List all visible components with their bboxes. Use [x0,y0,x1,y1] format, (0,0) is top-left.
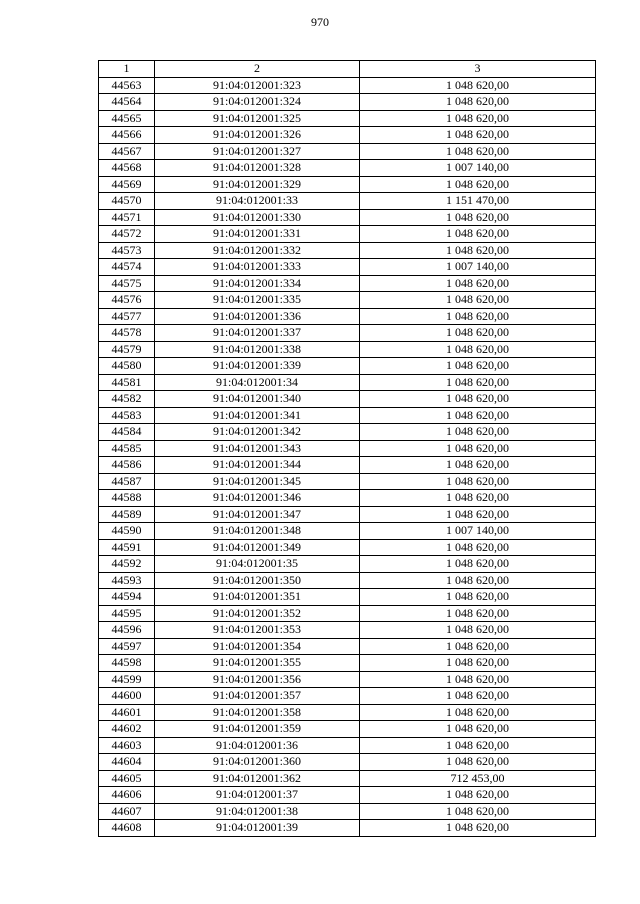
row-number-cell: 44607 [99,803,155,820]
row-number-cell: 44570 [99,193,155,210]
row-number-cell: 44574 [99,259,155,276]
row-number-cell: 44595 [99,605,155,622]
row-number-cell: 44599 [99,671,155,688]
value-cell: 1 048 620,00 [360,473,596,490]
table-row [99,721,596,738]
value-cell: 1 048 620,00 [360,737,596,754]
table-row [99,820,596,837]
column-header-cadastral-number: 2 [155,61,360,78]
table-row [99,341,596,358]
value-cell: 1 048 620,00 [360,424,596,441]
cadastral-number-cell: 91:04:012001:343 [155,440,360,457]
value-cell: 1 048 620,00 [360,110,596,127]
cadastral-number-cell: 91:04:012001:38 [155,803,360,820]
cadastral-number-cell: 91:04:012001:347 [155,506,360,523]
table-row [99,176,596,193]
cadastral-number-cell: 91:04:012001:340 [155,391,360,408]
value-cell: 1 048 620,00 [360,704,596,721]
table-row [99,572,596,589]
registry-table [98,60,596,837]
row-number-cell: 44568 [99,160,155,177]
table-row [99,160,596,177]
row-number-cell: 44563 [99,77,155,94]
row-number-cell: 44579 [99,341,155,358]
cadastral-number-cell: 91:04:012001:356 [155,671,360,688]
cadastral-number-cell: 91:04:012001:323 [155,77,360,94]
value-cell: 1 151 470,00 [360,193,596,210]
table-row [99,523,596,540]
cadastral-number-cell: 91:04:012001:37 [155,787,360,804]
cadastral-number-cell: 91:04:012001:352 [155,605,360,622]
row-number-cell: 44583 [99,407,155,424]
value-cell: 1 048 620,00 [360,605,596,622]
row-number-cell: 44587 [99,473,155,490]
cadastral-number-cell: 91:04:012001:39 [155,820,360,837]
cadastral-number-cell: 91:04:012001:325 [155,110,360,127]
cadastral-number-cell: 91:04:012001:357 [155,688,360,705]
value-cell: 1 048 620,00 [360,407,596,424]
row-number-cell: 44592 [99,556,155,573]
row-number-cell: 44600 [99,688,155,705]
table-row [99,622,596,639]
row-number-cell: 44597 [99,638,155,655]
row-number-cell: 44582 [99,391,155,408]
cadastral-number-cell: 91:04:012001:344 [155,457,360,474]
table-row [99,688,596,705]
value-cell: 1 048 620,00 [360,143,596,160]
cadastral-number-cell: 91:04:012001:345 [155,473,360,490]
value-cell: 1 048 620,00 [360,506,596,523]
table-row [99,770,596,787]
value-cell: 1 048 620,00 [360,820,596,837]
table-row [99,605,596,622]
cadastral-number-cell: 91:04:012001:330 [155,209,360,226]
table-header [99,61,596,78]
value-cell: 1 048 620,00 [360,358,596,375]
cadastral-number-cell: 91:04:012001:339 [155,358,360,375]
cadastral-number-cell: 91:04:012001:34 [155,374,360,391]
table-row [99,292,596,309]
row-number-cell: 44606 [99,787,155,804]
value-cell: 1 048 620,00 [360,391,596,408]
cadastral-number-cell: 91:04:012001:360 [155,754,360,771]
table-row [99,556,596,573]
row-number-cell: 44588 [99,490,155,507]
value-cell: 1 048 620,00 [360,638,596,655]
cadastral-number-cell: 91:04:012001:341 [155,407,360,424]
row-number-cell: 44578 [99,325,155,342]
table-row [99,325,596,342]
row-number-cell: 44604 [99,754,155,771]
value-cell: 1 048 620,00 [360,754,596,771]
value-cell: 1 048 620,00 [360,490,596,507]
table-row [99,737,596,754]
table-row [99,143,596,160]
table-row [99,457,596,474]
row-number-cell: 44589 [99,506,155,523]
cadastral-number-cell: 91:04:012001:348 [155,523,360,540]
value-cell: 1 048 620,00 [360,671,596,688]
value-cell: 1 048 620,00 [360,77,596,94]
cadastral-number-cell: 91:04:012001:336 [155,308,360,325]
value-cell: 1 048 620,00 [360,127,596,144]
value-cell: 1 048 620,00 [360,787,596,804]
row-number-cell: 44605 [99,770,155,787]
row-number-cell: 44576 [99,292,155,309]
cadastral-number-cell: 91:04:012001:33 [155,193,360,210]
table-row [99,391,596,408]
cadastral-number-cell: 91:04:012001:332 [155,242,360,259]
value-cell: 1 048 620,00 [360,539,596,556]
value-cell: 1 048 620,00 [360,242,596,259]
row-number-cell: 44591 [99,539,155,556]
table-row [99,655,596,672]
row-number-cell: 44581 [99,374,155,391]
table-body [99,77,596,836]
table-row [99,424,596,441]
table-row [99,473,596,490]
column-header-number: 1 [99,61,155,78]
cadastral-number-cell: 91:04:012001:353 [155,622,360,639]
table-row [99,407,596,424]
value-cell: 1 048 620,00 [360,688,596,705]
row-number-cell: 44575 [99,275,155,292]
cadastral-number-cell: 91:04:012001:35 [155,556,360,573]
value-cell: 1 048 620,00 [360,176,596,193]
table-row [99,77,596,94]
row-number-cell: 44590 [99,523,155,540]
row-number-cell: 44580 [99,358,155,375]
table-row [99,506,596,523]
cadastral-number-cell: 91:04:012001:362 [155,770,360,787]
cadastral-number-cell: 91:04:012001:333 [155,259,360,276]
cadastral-number-cell: 91:04:012001:326 [155,127,360,144]
cadastral-number-cell: 91:04:012001:334 [155,275,360,292]
value-cell: 1 048 620,00 [360,209,596,226]
cadastral-number-cell: 91:04:012001:355 [155,655,360,672]
row-number-cell: 44572 [99,226,155,243]
value-cell: 1 048 620,00 [360,457,596,474]
header-row [99,61,596,78]
cadastral-number-cell: 91:04:012001:342 [155,424,360,441]
cadastral-number-cell: 91:04:012001:337 [155,325,360,342]
value-cell: 1 048 620,00 [360,572,596,589]
row-number-cell: 44598 [99,655,155,672]
value-cell: 1 048 620,00 [360,226,596,243]
cadastral-number-cell: 91:04:012001:350 [155,572,360,589]
value-cell: 1 048 620,00 [360,325,596,342]
table-row [99,94,596,111]
row-number-cell: 44586 [99,457,155,474]
row-number-cell: 44566 [99,127,155,144]
value-cell: 1 048 620,00 [360,440,596,457]
row-number-cell: 44608 [99,820,155,837]
table-row [99,539,596,556]
table-row [99,275,596,292]
value-cell: 1 048 620,00 [360,721,596,738]
table-row [99,358,596,375]
cadastral-number-cell: 91:04:012001:331 [155,226,360,243]
table-row [99,803,596,820]
table-row [99,209,596,226]
cadastral-number-cell: 91:04:012001:346 [155,490,360,507]
column-header-value: 3 [360,61,596,78]
cadastral-number-cell: 91:04:012001:358 [155,704,360,721]
value-cell: 712 453,00 [360,770,596,787]
cadastral-number-cell: 91:04:012001:329 [155,176,360,193]
cadastral-number-cell: 91:04:012001:354 [155,638,360,655]
row-number-cell: 44569 [99,176,155,193]
cadastral-number-cell: 91:04:012001:324 [155,94,360,111]
value-cell: 1 007 140,00 [360,259,596,276]
value-cell: 1 048 620,00 [360,275,596,292]
value-cell: 1 048 620,00 [360,341,596,358]
row-number-cell: 44593 [99,572,155,589]
table-row [99,259,596,276]
value-cell: 1 007 140,00 [360,523,596,540]
page-number: 970 [311,15,329,29]
row-number-cell: 44564 [99,94,155,111]
row-number-cell: 44584 [99,424,155,441]
table-row [99,374,596,391]
table-row [99,242,596,259]
table-row [99,704,596,721]
cadastral-number-cell: 91:04:012001:349 [155,539,360,556]
table-row [99,127,596,144]
row-number-cell: 44577 [99,308,155,325]
row-number-cell: 44573 [99,242,155,259]
table-row [99,754,596,771]
value-cell: 1 048 620,00 [360,655,596,672]
row-number-cell: 44596 [99,622,155,639]
value-cell: 1 048 620,00 [360,556,596,573]
value-cell: 1 048 620,00 [360,374,596,391]
cadastral-number-cell: 91:04:012001:328 [155,160,360,177]
table-row [99,440,596,457]
table-row [99,226,596,243]
row-number-cell: 44594 [99,589,155,606]
value-cell: 1 007 140,00 [360,160,596,177]
row-number-cell: 44603 [99,737,155,754]
value-cell: 1 048 620,00 [360,622,596,639]
cadastral-number-cell: 91:04:012001:36 [155,737,360,754]
table-row [99,110,596,127]
table-row [99,638,596,655]
cadastral-number-cell: 91:04:012001:327 [155,143,360,160]
row-number-cell: 44565 [99,110,155,127]
row-number-cell: 44585 [99,440,155,457]
table-row [99,193,596,210]
table-row [99,671,596,688]
value-cell: 1 048 620,00 [360,803,596,820]
table-row [99,589,596,606]
row-number-cell: 44602 [99,721,155,738]
value-cell: 1 048 620,00 [360,308,596,325]
cadastral-number-cell: 91:04:012001:351 [155,589,360,606]
row-number-cell: 44567 [99,143,155,160]
table-row [99,490,596,507]
cadastral-number-cell: 91:04:012001:335 [155,292,360,309]
table-row [99,787,596,804]
table-row [99,308,596,325]
row-number-cell: 44601 [99,704,155,721]
value-cell: 1 048 620,00 [360,292,596,309]
row-number-cell: 44571 [99,209,155,226]
cadastral-number-cell: 91:04:012001:359 [155,721,360,738]
value-cell: 1 048 620,00 [360,589,596,606]
cadastral-number-cell: 91:04:012001:338 [155,341,360,358]
value-cell: 1 048 620,00 [360,94,596,111]
